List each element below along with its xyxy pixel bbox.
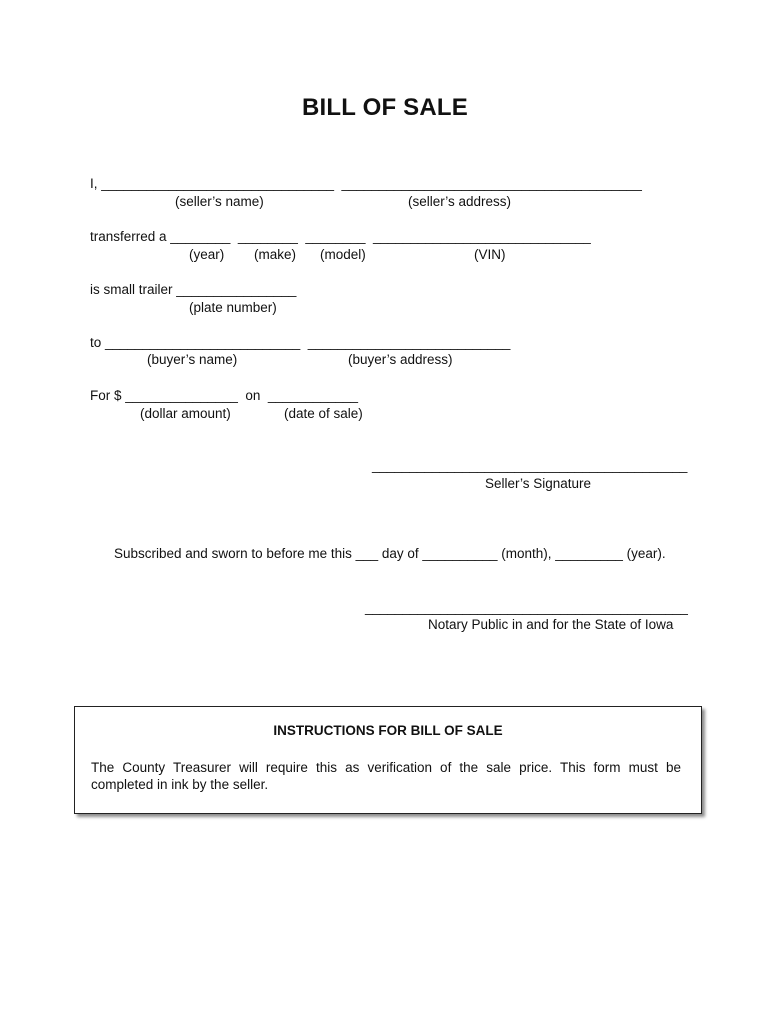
- trailer-line[interactable]: is small trailer ________________: [90, 282, 297, 297]
- seller-address-caption: (seller’s address): [408, 194, 512, 209]
- vin-caption: (VIN): [474, 247, 506, 262]
- seller-signature-line[interactable]: __________________________________________: [372, 458, 688, 473]
- make-caption: (make): [254, 247, 297, 262]
- subscribed-statement[interactable]: Subscribed and sworn to before me this ___ day of __________ (month), _________ (year).: [114, 546, 666, 561]
- vehicle-line[interactable]: transferred a ________ ________ ________ _____________________________: [90, 229, 591, 244]
- document-title: BILL OF SALE: [302, 94, 468, 121]
- year-caption: (year): [189, 247, 225, 262]
- buyer-line[interactable]: to __________________________ ___________________________: [90, 335, 511, 350]
- buyer-address-caption: (buyer’s address): [348, 352, 453, 367]
- instructions-text: The County Treasurer will require this as verification of the sale price. This form must be completed in ink by the seller.: [91, 760, 681, 792]
- notary-signature-line[interactable]: ___________________________________________: [365, 600, 688, 615]
- price-line[interactable]: For $ _______________ on ____________: [90, 388, 358, 403]
- instructions-box: [74, 706, 702, 814]
- model-caption: (model): [320, 247, 366, 262]
- date-of-sale-caption: (date of sale): [284, 406, 363, 421]
- instructions-title: INSTRUCTIONS FOR BILL OF SALE: [273, 723, 503, 738]
- notary-caption: Notary Public in and for the State of Iowa: [428, 617, 674, 632]
- buyer-name-caption: (buyer’s name): [147, 352, 238, 367]
- plate-number-caption: (plate number): [189, 300, 277, 315]
- seller-name-caption: (seller’s name): [175, 194, 264, 209]
- seller-signature-caption: Seller’s Signature: [485, 476, 592, 491]
- dollar-amount-caption: (dollar amount): [140, 406, 231, 421]
- seller-line[interactable]: I, _______________________________ ________________________________________: [90, 176, 642, 191]
